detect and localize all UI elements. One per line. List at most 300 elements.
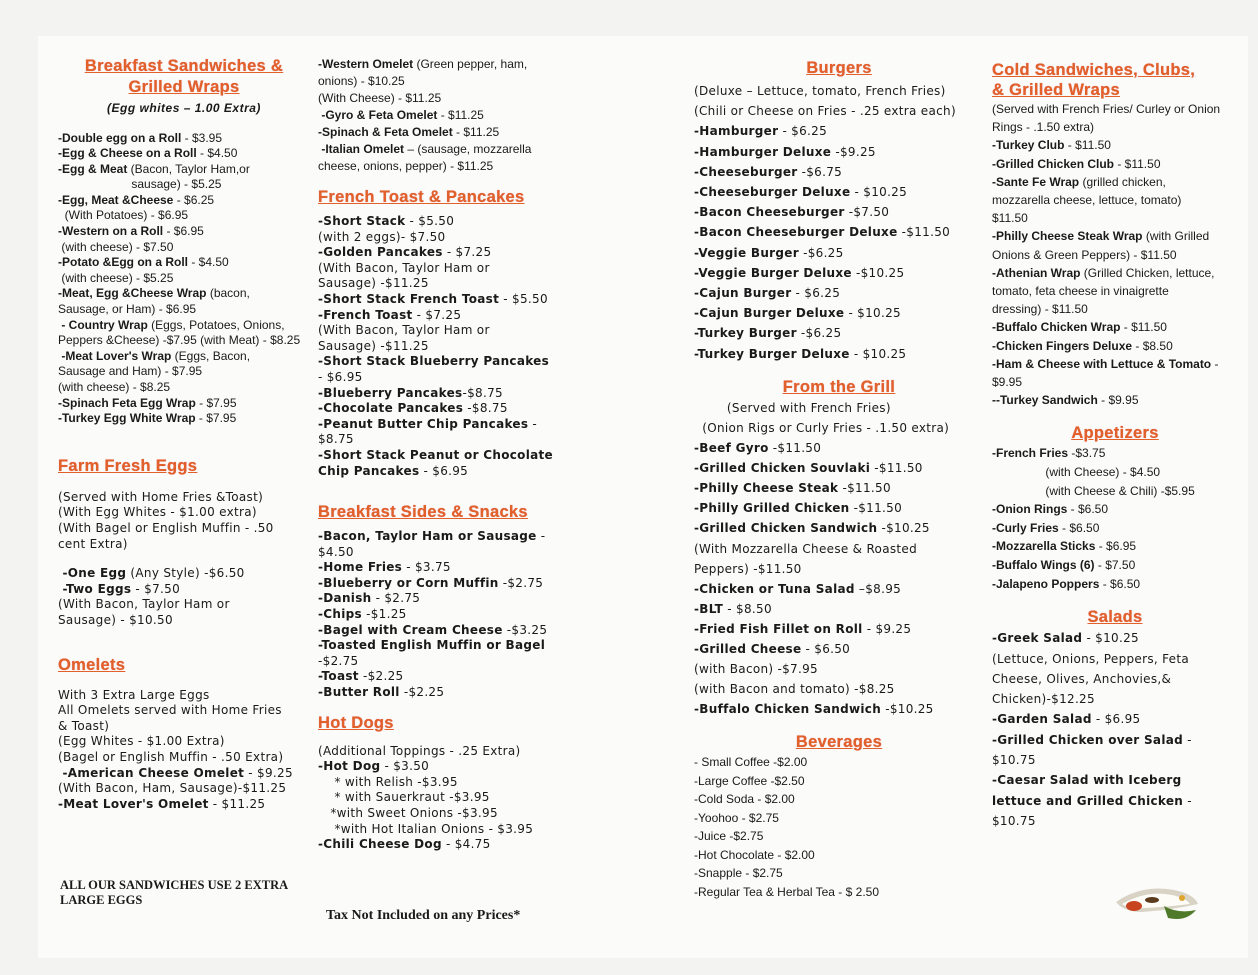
- menu-item-detail: - $6.50: [1099, 576, 1141, 591]
- menu-item-name: -Meat Lover's Wrap: [58, 348, 172, 363]
- menu-line: [992, 337, 1238, 355]
- menu-item-name: -Double egg on a Roll: [58, 130, 182, 145]
- menu-line: [992, 391, 1238, 409]
- menu-line: -Juice -$2.75: [694, 829, 764, 844]
- menu-line: [58, 781, 310, 797]
- salads-heading: Salads: [1087, 608, 1143, 627]
- menu-item-detail: (With Potatoes) - $6.95: [58, 208, 189, 223]
- menu-line: [992, 628, 1238, 648]
- menu-line: [992, 355, 1238, 373]
- menu-line: [992, 649, 1238, 669]
- menu-item-detail: (bacon,: [206, 286, 250, 301]
- menu-item-detail: (Served with French Fries/ Curley or Onion: [992, 102, 1221, 116]
- menu-line: -Hot Chocolate - $2.00: [694, 847, 815, 862]
- menu-item-detail: sausage) - $5.25: [58, 177, 222, 192]
- footnote-line: LARGE EGGS: [60, 893, 143, 907]
- from-the-grill-heading: From the Grill: [782, 377, 896, 396]
- menu-item-name: -Peanut Butter Chip Pancakes: [318, 416, 529, 431]
- menu-item-detail: - $11.50: [1064, 138, 1111, 153]
- menu-line: [694, 699, 984, 719]
- menu-item-detail: -$6.25: [796, 326, 842, 341]
- menu-item-name: -Ham & Cheese with Lettuce & Tomato: [992, 356, 1212, 371]
- menu-line: [318, 669, 568, 685]
- menu-item-name: -Golden Pancakes: [318, 245, 443, 260]
- menu-item-detail: -$3.25: [502, 622, 548, 637]
- menu-line: [58, 240, 310, 256]
- menu-item-detail: - $10.25: [849, 346, 907, 361]
- menu-line: [992, 689, 1238, 709]
- menu-item-name: -Curly Fries: [992, 520, 1059, 535]
- menu-line: [694, 539, 984, 559]
- menu-item-detail: -: [536, 529, 546, 544]
- menu-line: [992, 444, 1238, 463]
- menu-item-detail: -$2.75: [498, 575, 544, 590]
- menu-line: [318, 529, 568, 545]
- menu-item-detail: -$10.25: [877, 521, 930, 536]
- menu-item-detail: -: [1183, 793, 1192, 808]
- menu-line: [318, 292, 568, 308]
- menu-item-detail: -: [528, 416, 538, 431]
- menu-item-detail: -$11.50: [768, 441, 822, 456]
- menu-item-detail: (Green pepper, ham,: [413, 57, 528, 71]
- menu-line: [318, 607, 568, 623]
- menu-item-detail: - $5.50: [405, 214, 455, 228]
- menu-item-detail: - $6.95: [1095, 539, 1137, 554]
- menu-line: [58, 411, 310, 427]
- menu-line: -Snapple - $2.75: [694, 866, 783, 881]
- menu-item-name: -Chocolate Pancakes: [318, 401, 464, 416]
- menu-line: [318, 806, 568, 822]
- menu-item-detail: (Served with French Fries): [694, 400, 891, 415]
- menu-line: [992, 191, 1238, 209]
- cold-sandwiches-title-line-2: & Grilled Wraps: [992, 81, 1120, 99]
- menu-item-detail: - $9.95: [1097, 393, 1139, 408]
- menu-item-name: -American Cheese Omelet: [58, 765, 245, 780]
- menu-item-detail: -: [1211, 356, 1219, 371]
- menu-item-detail: - $5.50: [499, 291, 548, 306]
- tax-note: Tax Not Included on any Prices*: [326, 908, 521, 923]
- farm-eggs-notes: [58, 490, 310, 552]
- menu-item-detail: - $7.25: [442, 245, 492, 260]
- menu-line: [992, 811, 1238, 831]
- menu-item-name: -Spinach Feta Egg Wrap: [58, 395, 196, 410]
- menu-line: [694, 121, 984, 141]
- menu-item-detail: (Eggs, Bacon,: [171, 348, 251, 363]
- menu-line: [992, 373, 1238, 391]
- breakfast-subtitle: (Egg whites – 1.00 Extra): [107, 101, 261, 115]
- menu-item-detail: Rings - .1.50 extra): [992, 120, 1095, 135]
- menu-line: [318, 822, 568, 838]
- menu-line: [58, 208, 310, 224]
- beverages-heading: Beverages: [795, 733, 883, 752]
- menu-line: [992, 750, 1238, 770]
- menu-line: [992, 173, 1238, 191]
- menu-item-detail: Peppers &Cheese) -$7.95 (with Meat) - $8.25: [58, 333, 301, 348]
- menu-line: [318, 56, 568, 73]
- menu-item-detail: - $11.25: [437, 108, 484, 122]
- cold-sandwiches-items: [992, 100, 1238, 409]
- menu-line: [58, 613, 310, 629]
- menu-line: [694, 398, 984, 418]
- menu-item-detail: - $4.50: [188, 255, 229, 270]
- menu-item-detail: - $2.75: [371, 591, 421, 606]
- menu-item-detail: - $6.50: [1067, 502, 1109, 517]
- omelets-heading: Omelets: [58, 655, 126, 674]
- menu-item-detail: (Bacon, Taylor Ham,or: [127, 161, 250, 176]
- menu-item-detail: - $6.25: [173, 192, 215, 207]
- menu-line: [992, 669, 1238, 689]
- menu-item-detail: - $3.50: [380, 759, 430, 774]
- menu-line: [58, 766, 310, 782]
- menu-item-detail: (Additional Toppings - .25 Extra): [318, 743, 521, 758]
- menu-item-detail: mozzarella cheese, lettuce, tomato): [992, 193, 1182, 208]
- column-4: [992, 60, 1238, 831]
- menu-line: (Served with Home Fries &Toast): [58, 489, 264, 504]
- menu-item-detail: -$8.75: [462, 385, 503, 400]
- menu-item-name: -Italian Omelet: [318, 142, 405, 156]
- menu-item-name: -Gyro & Feta Omelet: [318, 108, 438, 122]
- menu-line: [694, 101, 984, 121]
- column-3: [694, 58, 984, 901]
- menu-item-name: -Veggie Burger: [694, 245, 799, 260]
- menu-line: [58, 271, 310, 287]
- menu-line: [694, 599, 984, 619]
- menu-line: [58, 566, 310, 582]
- menu-item-detail: (Onion Rigs or Curly Fries - .1.50 extra): [694, 420, 950, 435]
- menu-item-detail: - $7.25: [412, 307, 462, 322]
- menu-line: (With Bagel or English Muffin - .50: [58, 520, 274, 535]
- omelets-notes: [58, 688, 310, 766]
- menu-line: [694, 323, 984, 343]
- menu-item-name: -Grilled Cheese: [694, 641, 802, 656]
- cold-sandwiches-title-line-1: Cold Sandwiches, Clubs,: [992, 61, 1196, 79]
- menu-line: [58, 177, 310, 193]
- menu-item-detail: - $9.25: [862, 621, 912, 636]
- menu-item-detail: *with Sweet Onions -$3.95: [318, 806, 498, 820]
- menu-line: [694, 418, 984, 438]
- menu-item-detail: -$10.25: [881, 702, 934, 717]
- menu-item-detail: $10.75: [992, 813, 1036, 828]
- menu-item-name: -Potato &Egg on a Roll: [58, 255, 188, 270]
- menu-line: [318, 448, 568, 464]
- menu-item-detail: (Any Style) -$6.50: [126, 566, 245, 581]
- menu-line: [58, 318, 310, 334]
- omelets-continued: [318, 56, 568, 175]
- menu-line: [694, 162, 984, 182]
- menu-line: [694, 222, 984, 242]
- menu-line: [318, 276, 568, 292]
- menu-item-detail: - $3.75: [402, 560, 451, 575]
- menu-item-name: -Egg & Cheese on a Roll: [58, 146, 197, 161]
- menu-item-name: -Chicken Fingers Deluxe: [992, 338, 1133, 353]
- menu-item-detail: - $7.95: [195, 395, 237, 410]
- menu-item-detail: $4.50: [318, 544, 354, 559]
- menu-line: [992, 264, 1238, 282]
- menu-line: [318, 790, 568, 806]
- menu-item-detail: $11.50: [992, 211, 1028, 226]
- menu-item-detail: -$1.25: [361, 607, 407, 622]
- menu-item-name: -Grilled Chicken over Salad: [992, 732, 1184, 747]
- menu-line: [318, 432, 568, 448]
- menu-line: [318, 837, 568, 853]
- menu-line: [58, 380, 310, 396]
- menu-item-detail: -$3.75: [1068, 446, 1106, 461]
- menu-item-detail: Onions & Green Peppers) - $11.50: [992, 247, 1177, 262]
- menu-item-detail: - $6.25: [791, 286, 841, 301]
- menu-item-name: -Toasted English Muffin or Bagel: [318, 638, 546, 653]
- menu-line: [992, 246, 1238, 264]
- burgers-items: [694, 81, 984, 364]
- menu-line: [318, 158, 568, 175]
- menu-line: [58, 131, 310, 147]
- menu-line: [318, 323, 568, 339]
- menu-item-detail: -: [1183, 732, 1192, 747]
- food-illustration-icon: [1112, 876, 1202, 926]
- menu-item-name: -Athenian Wrap: [992, 265, 1081, 280]
- sandwich-footnote: [60, 878, 288, 908]
- menu-item-name: -Western on a Roll: [58, 224, 164, 239]
- menu-line: [992, 227, 1238, 245]
- farm-fresh-eggs-heading: Farm Fresh Eggs: [58, 456, 198, 475]
- menu-item-detail: -$11.50: [838, 481, 891, 496]
- menu-item-detail: $8.75: [318, 432, 354, 447]
- menu-line: [694, 283, 984, 303]
- menu-line: [992, 300, 1238, 318]
- menu-item-name: -Grilled Chicken Souvlaki: [694, 461, 871, 476]
- menu-line: [694, 518, 984, 538]
- menu-line: [58, 582, 310, 598]
- menu-item-name: -Philly Cheese Steak Wrap: [992, 229, 1143, 244]
- menu-item-detail: -$11.50: [897, 225, 951, 240]
- menu-item-detail: (Eggs, Potatoes, Onions,: [147, 317, 285, 332]
- menu-line: [992, 730, 1238, 750]
- menu-item-detail: Sausage) -$11.25: [318, 276, 429, 291]
- menu-line: [318, 261, 568, 277]
- french-toast-items: [318, 214, 568, 479]
- menu-item-name: -Hamburger Deluxe: [694, 144, 832, 159]
- menu-item-name: -Philly Grilled Chicken: [694, 501, 850, 516]
- menu-item-detail: (With Bacon, Taylor Ham or: [318, 260, 490, 275]
- menu-item-name: -Turkey Burger: [694, 326, 797, 341]
- menu-line: [992, 100, 1238, 118]
- grill-items: [694, 398, 984, 720]
- menu-line: [694, 81, 984, 101]
- menu-line: [992, 575, 1238, 594]
- menu-line: [694, 243, 984, 263]
- menu-line: [58, 349, 310, 365]
- menu-item-name: -Hot Dog: [318, 759, 381, 774]
- menu-line: [694, 679, 984, 699]
- menu-item-detail: - $10.25: [1082, 631, 1139, 646]
- menu-item-name: -Short Stack: [318, 214, 406, 228]
- menu-line: [318, 591, 568, 607]
- menu-item-detail: -$11.50: [849, 501, 903, 516]
- menu-line: [58, 255, 310, 271]
- menu-line: [58, 224, 310, 240]
- menu-line: [694, 659, 984, 679]
- menu-item-detail: - $6.95: [419, 463, 469, 478]
- menu-line: [58, 396, 310, 412]
- menu-item-detail: * with Relish -$3.95: [318, 774, 458, 789]
- menu-item-detail: (With Bacon, Taylor Ham or: [58, 597, 230, 612]
- menu-line: [58, 364, 310, 380]
- menu-line: [318, 417, 568, 433]
- menu-item-detail: * with Sauerkraut -$3.95: [318, 790, 490, 805]
- menu-item-name: -Meat, Egg &Cheese Wrap: [58, 286, 207, 301]
- menu-item-detail: - $7.50: [1094, 558, 1136, 573]
- menu-item-name: -Cajun Burger: [694, 286, 792, 301]
- menu-item-detail: - $6.95: [163, 224, 204, 239]
- menu-line: [58, 597, 310, 613]
- salads-items: [992, 628, 1238, 831]
- menu-line: & Toast): [58, 718, 110, 733]
- menu-item-name: -Chicken or Tuna Salad: [694, 581, 855, 596]
- menu-item-detail: dressing) - $11.50: [992, 302, 1088, 317]
- menu-line: [318, 308, 568, 324]
- menu-line: [318, 107, 568, 124]
- menu-line: [694, 438, 984, 458]
- hot-dogs-heading: Hot Dogs: [318, 713, 394, 732]
- menu-line: [318, 370, 568, 386]
- menu-line: [318, 560, 568, 576]
- menu-item-name: -Blueberry Pancakes: [318, 385, 463, 400]
- menu-item-name: -Buffalo Wings (6): [992, 558, 1095, 573]
- menu-item-name: -Onion Rings: [992, 502, 1068, 517]
- menu-line: cent Extra): [58, 536, 128, 551]
- cold-sandwiches-heading: [992, 60, 1238, 100]
- menu-line: (Egg Whites - $1.00 Extra): [58, 734, 225, 749]
- menu-item-detail: (with Grilled: [1142, 229, 1210, 244]
- menu-line: [318, 623, 568, 639]
- menu-item-detail: Sausage, or Ham) - $6.95: [58, 302, 197, 317]
- menu-line: [694, 579, 984, 599]
- menu-item-detail: onions) - $10.25: [318, 74, 405, 88]
- menu-item-detail: - $3.95: [181, 130, 223, 145]
- menu-line: [318, 654, 568, 670]
- menu-item-detail: - $6.95: [1091, 712, 1141, 727]
- menu-line: [318, 576, 568, 592]
- menu-line: [318, 73, 568, 90]
- menu-line: -Cold Soda - $2.00: [694, 792, 795, 807]
- menu-item-detail: $10.75: [992, 752, 1036, 767]
- menu-line: [318, 401, 568, 417]
- menu-item-name: -Short Stack Blueberry Pancakes: [318, 354, 550, 369]
- menu-item-name: -Egg & Meat: [58, 161, 128, 176]
- menu-item-name: -BLT: [694, 601, 724, 616]
- menu-line: [318, 214, 568, 230]
- menu-item-name: -Veggie Burger Deluxe: [694, 265, 852, 280]
- menu-line: [694, 478, 984, 498]
- menu-line: - Small Coffee -$2.00: [694, 755, 808, 770]
- menu-line: [58, 146, 310, 162]
- menu-item-name: -Grilled Chicken Club: [992, 156, 1115, 171]
- menu-item-detail: -$2.25: [399, 685, 445, 700]
- menu-line: [58, 302, 310, 318]
- column-1: [58, 56, 310, 812]
- menu-line: (With Egg Whites - $1.00 extra): [58, 505, 257, 520]
- menu-line: [694, 263, 984, 283]
- breakfast-sides-items: [318, 529, 568, 701]
- menu-item-name: -Turkey Egg White Wrap: [58, 411, 196, 426]
- menu-line: [318, 245, 568, 261]
- breakfast-sandwiches-heading: Breakfast Sandwiches & Grilled Wraps: [84, 57, 284, 96]
- menu-line: [992, 155, 1238, 173]
- breakfast-sides-heading: Breakfast Sides & Snacks: [318, 503, 528, 522]
- menu-item-name: -Garden Salad: [992, 712, 1092, 727]
- menu-item-name: -Cheeseburger Deluxe: [694, 185, 851, 200]
- menu-line: [694, 202, 984, 222]
- menu-line: [694, 182, 984, 202]
- menu-item-detail: -$7.50: [844, 205, 890, 220]
- menu-item-detail: $9.95: [992, 375, 1023, 390]
- menu-line: With 3 Extra Large Eggs: [58, 687, 210, 702]
- menu-item-detail: Sausage and Ham) - $7.95: [58, 364, 203, 379]
- menu-item-detail: (with Bacon) -$7.95: [694, 662, 818, 677]
- menu-line: [58, 193, 310, 209]
- menu-item-name: -Butter Roll: [318, 685, 400, 700]
- menu-line: (Bagel or English Muffin - .50 Extra): [58, 749, 284, 764]
- menu-line: [318, 545, 568, 561]
- menu-line: [318, 90, 568, 107]
- menu-item-name: -Bacon Cheeseburger Deluxe: [694, 225, 898, 240]
- menu-item-detail: tomato, feta cheese in vinaigrette: [992, 284, 1169, 299]
- menu-item-detail: - $6.25: [778, 124, 828, 139]
- menu-item-detail: - $6.95: [318, 369, 363, 384]
- menu-line: [992, 118, 1238, 136]
- menu-item-detail: - $11.25: [208, 796, 266, 811]
- menu-line: -Large Coffee -$2.50: [694, 773, 805, 788]
- menu-line: [318, 339, 568, 355]
- hot-dogs-items: [318, 744, 568, 853]
- menu-item-name: -Short Stack French Toast: [318, 291, 500, 306]
- menu-line: [992, 770, 1238, 790]
- menu-item-detail: -$6.75: [797, 164, 843, 179]
- menu-line: [694, 559, 984, 579]
- menu-line: [318, 464, 568, 480]
- menu-line: [992, 463, 1238, 482]
- menu-line: [318, 386, 568, 402]
- menu-item-detail: -$2.25: [358, 669, 404, 684]
- menu-item-name: - Country Wrap: [58, 317, 148, 332]
- farm-eggs-items: [58, 566, 310, 628]
- menu-item-name: --Turkey Sandwich: [992, 393, 1098, 408]
- burgers-heading: Burgers: [806, 59, 872, 77]
- menu-line: [992, 136, 1238, 154]
- menu-item-name: -Philly Cheese Steak: [694, 481, 839, 496]
- menu-line: [694, 458, 984, 478]
- menu-item-detail: -$6.25: [798, 245, 844, 260]
- menu-item-detail: *with Hot Italian Onions - $3.95: [318, 821, 534, 836]
- menu-item-detail: - $9.25: [244, 765, 293, 780]
- menu-line: [318, 775, 568, 791]
- appetizers-items: [992, 444, 1238, 593]
- menu-item-detail: (with Cheese) - $4.50: [992, 465, 1161, 480]
- menu-item-name: -Danish: [318, 591, 372, 606]
- menu-line: [992, 537, 1238, 556]
- column-2: [318, 56, 568, 853]
- menu-item-detail: Chicken)-$12.25: [992, 692, 1095, 707]
- menu-line: [58, 162, 310, 178]
- menu-line: [318, 141, 568, 158]
- menu-item-name: -Bacon, Taylor Ham or Sausage: [318, 529, 537, 544]
- menu-item-detail: (With Bacon, Taylor Ham or: [318, 323, 490, 338]
- omelets-items: [58, 766, 310, 813]
- menu-line: -Yoohoo - $2.75: [694, 810, 779, 825]
- menu-item-detail: –$8.95: [854, 581, 902, 596]
- menu-item-name: -Short Stack Peanut or Chocolate: [318, 447, 553, 462]
- menu-item-detail: (Grilled Chicken, lettuce,: [1080, 265, 1215, 280]
- menu-item-name: -Cheeseburger: [694, 164, 798, 179]
